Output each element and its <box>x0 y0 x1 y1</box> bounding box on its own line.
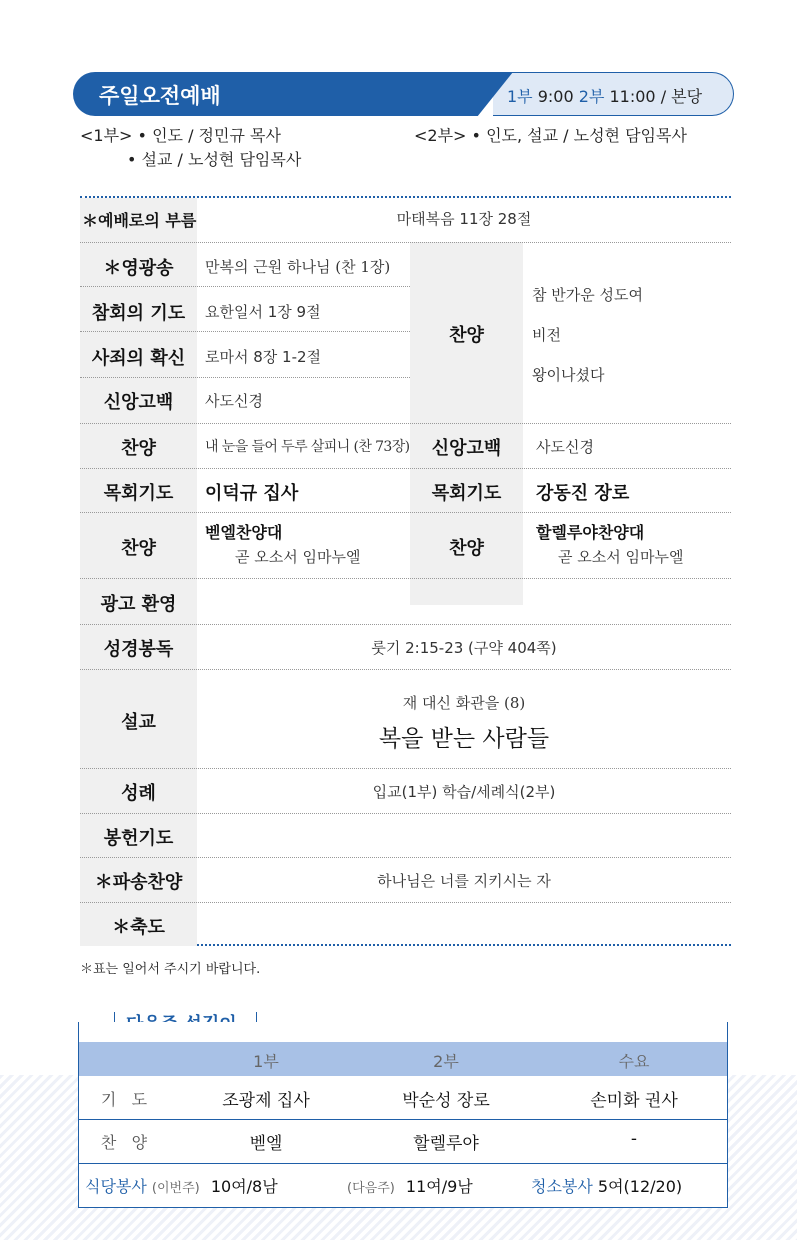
row-divider <box>80 331 410 332</box>
repent-label: 참회의 기도 <box>91 303 186 324</box>
choir2-song: 곧 오소서 임마누엘 <box>558 548 684 566</box>
blessing-label: ＊축도 <box>112 917 165 938</box>
gloria-value: 만복의 근원 하나님 (찬 1장) <box>205 258 391 276</box>
worship-program <box>80 196 731 946</box>
part1-prefix: <1부> <box>80 126 133 145</box>
row-divider <box>79 1119 727 1120</box>
reading-value: 룻기 2:15-23 (구약 404쪽) <box>371 639 557 657</box>
meal-this-value: 10여/8남 <box>210 1177 278 1196</box>
row-divider <box>80 578 731 579</box>
hymn-value: 내 눈을 들어 두루 살피니 (찬 73장) <box>205 439 410 455</box>
choir-name: 벧엘찬양대 <box>205 523 283 542</box>
table-row-label: 기 도 <box>100 1090 148 1109</box>
creed2-value: 사도신경 <box>536 438 594 456</box>
table-cell: - <box>630 1129 638 1149</box>
row-divider <box>80 423 731 424</box>
choir-label: 찬양 <box>121 538 156 559</box>
part2-time: 11:00 / 본당 <box>609 87 703 106</box>
call-label: ＊예배로의 부름 <box>82 211 197 230</box>
meal-this-week: (이번주) <box>151 1181 200 1196</box>
call-value: 마태복음 11장 28절 <box>396 210 532 228</box>
sacrament-label: 성례 <box>121 783 156 804</box>
table-cell: 박순성 장로 <box>402 1091 490 1111</box>
service-times <box>507 84 702 107</box>
prayer-label: 목회기도 <box>103 483 174 504</box>
mid-hymn-song-1: 참 반가운 성도여 <box>532 286 643 304</box>
row-divider <box>80 624 731 625</box>
pardon-label: 사죄의 확신 <box>91 348 186 369</box>
reading-label: 성경봉독 <box>103 639 174 660</box>
meal-next-week: (다음주) <box>347 1181 395 1196</box>
sermon-series: 재 대신 화관을 (8) <box>402 694 526 712</box>
next-week-table <box>78 1022 728 1208</box>
mid-hymn-song-2: 비전 <box>532 326 561 344</box>
meal-next-value: 11여/9남 <box>405 1177 473 1196</box>
prayer2-value: 강동진 장로 <box>536 483 630 504</box>
row-divider <box>79 1163 727 1164</box>
choir2-label: 찬양 <box>449 538 484 559</box>
row-divider <box>80 768 731 769</box>
row-divider <box>80 669 731 670</box>
ads-label: 광고 환영 <box>100 594 177 615</box>
creed-value: 사도신경 <box>205 392 263 410</box>
repent-value: 요한일서 1장 9절 <box>205 303 321 321</box>
sermon-title: 복을 받는 사람들 <box>378 726 550 752</box>
standing-note: ＊표는 일어서 주시기 바랍니다. <box>80 962 261 977</box>
sending-value: 하나님은 너를 지키시는 자 <box>377 872 551 890</box>
cleaning-label: 청소봉사 <box>531 1177 593 1196</box>
column-header: 2부 <box>433 1052 459 1071</box>
table-cell: 조광제 집사 <box>222 1091 310 1111</box>
table-cell: 할렐루야 <box>413 1134 479 1154</box>
table-row-label: 찬 양 <box>100 1133 148 1152</box>
part1-leader-line1: • 인도 / 정민규 목사 <box>137 126 281 145</box>
part1-leader-line2: • 설교 / 노성현 담임목사 <box>127 150 302 169</box>
row-divider <box>80 286 410 287</box>
page-title: 주일오전예배 <box>99 84 221 108</box>
part2-leader-line1: • 인도, 설교 / 노성현 담임목사 <box>471 126 687 145</box>
sending-label: ＊파송찬양 <box>94 872 183 893</box>
meal-service <box>85 1174 278 1197</box>
part1-leaders <box>80 124 281 148</box>
gloria-label: ＊영광송 <box>103 258 174 279</box>
part2-prefix: <2부> <box>414 126 467 145</box>
hymn-label: 찬양 <box>121 438 156 459</box>
meal-label: 식당봉사 <box>85 1177 147 1196</box>
prayer2-label: 목회기도 <box>431 483 502 504</box>
cleaning-value: 5여(12/20) <box>597 1177 683 1196</box>
meal-next <box>347 1174 473 1197</box>
mid-hymn-label: 찬양 <box>449 325 484 346</box>
row-divider <box>80 512 731 513</box>
creed2-label: 신앙고백 <box>431 438 502 459</box>
part2-leaders <box>414 124 687 148</box>
service-header <box>73 72 734 116</box>
mid-hymn-song-3: 왕이나셨다 <box>532 366 605 384</box>
part2-label: 2부 <box>578 87 605 106</box>
part1-label: 1부 <box>507 87 533 106</box>
column-header: 1부 <box>253 1052 279 1071</box>
pardon-value: 로마서 8장 1-2절 <box>205 348 322 366</box>
part1-time: 9:00 <box>537 87 574 106</box>
choir2-name: 할렐루야찬양대 <box>536 523 645 542</box>
row-divider <box>80 857 731 858</box>
offering-label: 봉헌기도 <box>103 828 174 849</box>
row-divider <box>80 468 731 469</box>
cleaning-service <box>531 1174 682 1197</box>
row-divider <box>80 377 410 378</box>
sermon-label: 설교 <box>121 712 156 733</box>
creed-label: 신앙고백 <box>103 392 174 413</box>
table-cell: 벧엘 <box>249 1134 283 1154</box>
sacrament-value: 입교(1부) 학습/세례식(2부) <box>372 783 556 801</box>
table-cell: 손미화 권사 <box>590 1091 678 1111</box>
prayer-value: 이덕규 집사 <box>205 483 299 504</box>
column-header: 수요 <box>618 1052 650 1071</box>
choir-song: 곧 오소서 임마누엘 <box>235 548 361 566</box>
row-divider <box>80 902 731 903</box>
row-divider <box>80 813 731 814</box>
row-divider <box>80 242 731 243</box>
